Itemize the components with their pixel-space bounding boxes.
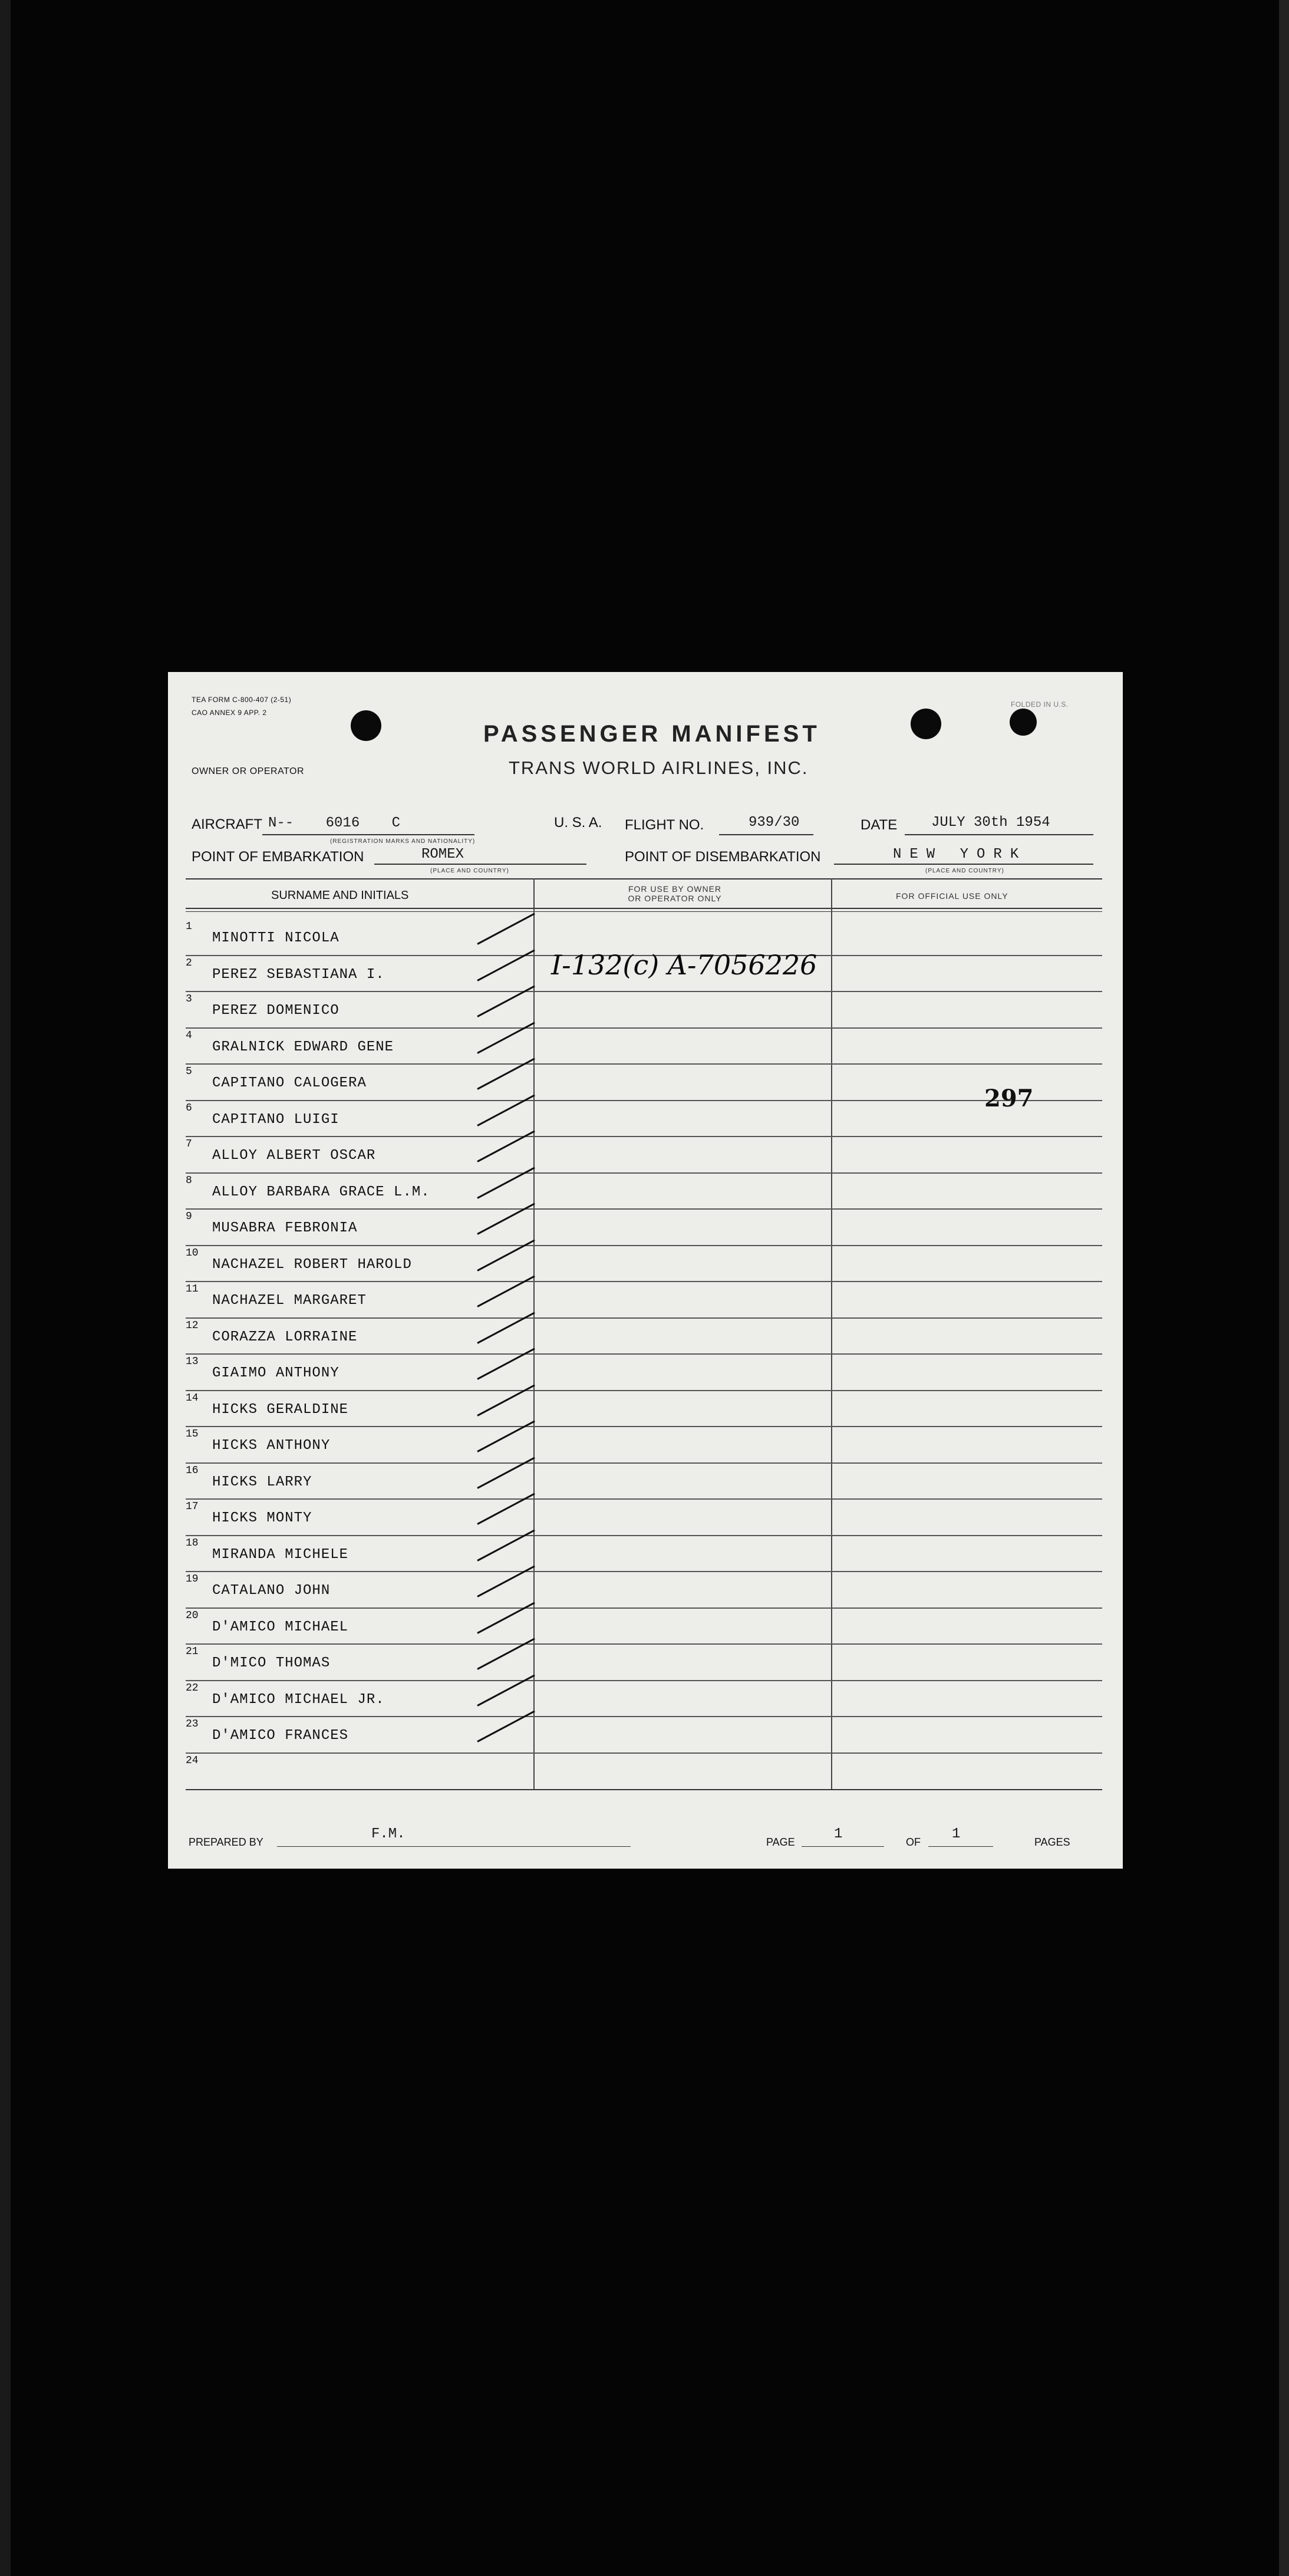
passenger-name: CAPITANO CALOGERA	[212, 1075, 367, 1091]
of-label: OF	[906, 1836, 921, 1848]
list-item	[186, 1500, 1102, 1536]
corner-stamp: FOLDED IN U.S.	[1011, 700, 1069, 709]
row-number: 8	[186, 1174, 192, 1187]
passenger-name: CAPITANO LUIGI	[212, 1111, 339, 1128]
passenger-name: PEREZ SEBASTIANA I.	[212, 966, 385, 983]
passenger-name: GIAIMO ANTHONY	[212, 1365, 339, 1381]
embarkation-value: ROMEX	[421, 846, 464, 862]
list-item	[186, 1137, 1102, 1174]
list-item	[186, 1174, 1102, 1210]
row-number: 19	[186, 1573, 199, 1585]
list-item	[186, 1029, 1102, 1065]
list-item	[186, 992, 1102, 1029]
row-number: 5	[186, 1066, 192, 1078]
row-number: 3	[186, 993, 192, 1005]
row-number: 7	[186, 1138, 192, 1150]
row-number: 21	[186, 1646, 199, 1658]
passenger-list	[186, 920, 1102, 1789]
embarkation-label: POINT OF EMBARKATION	[192, 849, 364, 865]
aircraft-label: AIRCRAFT	[192, 816, 262, 832]
pages-label: PAGES	[1034, 1836, 1070, 1848]
passenger-name: D'MICO THOMAS	[212, 1655, 331, 1671]
passenger-name: CORAZZA LORRAINE	[212, 1329, 358, 1345]
row-number: 11	[186, 1283, 199, 1295]
passenger-name: ALLOY BARBARA GRACE L.M.	[212, 1184, 430, 1200]
row-number: 10	[186, 1247, 199, 1259]
list-item	[186, 1355, 1102, 1391]
page-label: PAGE	[766, 1836, 795, 1848]
list-item	[186, 1282, 1102, 1319]
list-item	[186, 1065, 1102, 1101]
passenger-name: HICKS ANTHONY	[212, 1438, 331, 1454]
row-number: 9	[186, 1211, 192, 1223]
manifest-title: PASSENGER MANIFEST	[483, 721, 820, 747]
row-number: 14	[186, 1392, 199, 1404]
passenger-name: MIRANDA MICHELE	[212, 1546, 349, 1563]
list-item	[186, 1754, 1102, 1790]
col-header-names: SURNAME AND INITIALS	[271, 889, 409, 902]
page-value: 1	[834, 1826, 843, 1842]
disembarkation-label: POINT OF DISEMBARKATION	[625, 849, 821, 865]
passenger-name: HICKS LARRY	[212, 1474, 312, 1490]
disembarkation-value: NEW YORK	[893, 846, 1027, 862]
col-header-owner-use: FOR USE BY OWNER OR OPERATOR ONLY	[628, 884, 722, 903]
handwritten-annotation: I-132(c) A-7056226	[551, 949, 817, 981]
list-item	[186, 1319, 1102, 1355]
punch-hole-left	[351, 710, 381, 741]
aircraft-value: N-- 6016 C	[268, 815, 401, 831]
passenger-name: GRALNICK EDWARD GENE	[212, 1039, 394, 1055]
passenger-name: NACHAZEL ROBERT HAROLD	[212, 1256, 412, 1273]
form-annex: CAO ANNEX 9 APP. 2	[192, 709, 267, 717]
passenger-name: CATALANO JOHN	[212, 1583, 331, 1599]
scan-left-edge	[0, 0, 11, 2576]
date-value: JULY 30th 1954	[931, 815, 1050, 831]
list-item	[186, 1609, 1102, 1645]
passenger-name: D'AMICO MICHAEL	[212, 1619, 349, 1635]
stamp-number: 297	[984, 1085, 1034, 1112]
row-number: 22	[186, 1682, 199, 1694]
punch-hole-far-right	[1010, 709, 1037, 736]
passenger-name: D'AMICO FRANCES	[212, 1728, 349, 1744]
usa-label: U. S. A.	[554, 815, 602, 831]
row-number: 20	[186, 1609, 199, 1622]
date-label: DATE	[861, 817, 898, 833]
manifest-page	[168, 672, 1123, 1869]
passenger-name: HICKS GERALDINE	[212, 1401, 349, 1418]
row-number: 1	[186, 921, 192, 933]
passenger-name: HICKS MONTY	[212, 1510, 312, 1526]
list-item	[186, 1464, 1102, 1500]
row-number: 15	[186, 1428, 199, 1440]
list-item	[186, 1645, 1102, 1681]
list-item	[186, 1717, 1102, 1754]
col-header-official-use: FOR OFFICIAL USE ONLY	[896, 891, 1008, 901]
list-item	[186, 1536, 1102, 1573]
list-item	[186, 1101, 1102, 1138]
disembarkation-caption: (PLACE AND COUNTRY)	[925, 868, 1004, 874]
passenger-name: D'AMICO MICHAEL JR.	[212, 1691, 385, 1708]
row-number: 18	[186, 1537, 199, 1549]
passenger-name: ALLOY ALBERT OSCAR	[212, 1148, 376, 1164]
airline-name: TRANS WORLD AIRLINES, INC.	[509, 757, 809, 778]
of-value: 1	[952, 1826, 961, 1842]
list-item	[186, 1210, 1102, 1246]
list-item	[186, 1681, 1102, 1718]
registration-caption: (REGISTRATION MARKS AND NATIONALITY)	[330, 838, 476, 845]
row-number: 13	[186, 1356, 199, 1368]
list-item	[186, 1572, 1102, 1609]
row-number: 17	[186, 1501, 199, 1513]
embarkation-caption: (PLACE AND COUNTRY)	[430, 868, 509, 874]
row-number: 16	[186, 1464, 199, 1477]
owner-operator-label: OWNER OR OPERATOR	[192, 766, 305, 776]
list-item	[186, 1427, 1102, 1464]
row-number: 2	[186, 957, 192, 969]
row-number: 24	[186, 1754, 199, 1767]
list-item	[186, 1391, 1102, 1428]
row-number: 4	[186, 1029, 192, 1042]
passenger-name: PEREZ DOMENICO	[212, 1003, 339, 1019]
passenger-name: MINOTTI NICOLA	[212, 930, 339, 946]
passenger-name: NACHAZEL MARGARET	[212, 1293, 367, 1309]
prepared-by-label: PREPARED BY	[189, 1836, 263, 1848]
form-number: TEA FORM C-800-407 (2-51)	[192, 696, 292, 704]
list-item	[186, 1246, 1102, 1283]
scan-right-edge	[1279, 0, 1289, 2576]
row-number: 12	[186, 1319, 199, 1332]
row-number: 23	[186, 1718, 199, 1730]
prepared-by-value: F.M.	[371, 1826, 406, 1842]
flight-value: 939/30	[749, 815, 800, 831]
flight-label: FLIGHT NO.	[625, 817, 704, 833]
row-number: 6	[186, 1102, 192, 1114]
punch-hole-right	[911, 709, 941, 739]
passenger-name: MUSABRA FEBRONIA	[212, 1220, 358, 1236]
